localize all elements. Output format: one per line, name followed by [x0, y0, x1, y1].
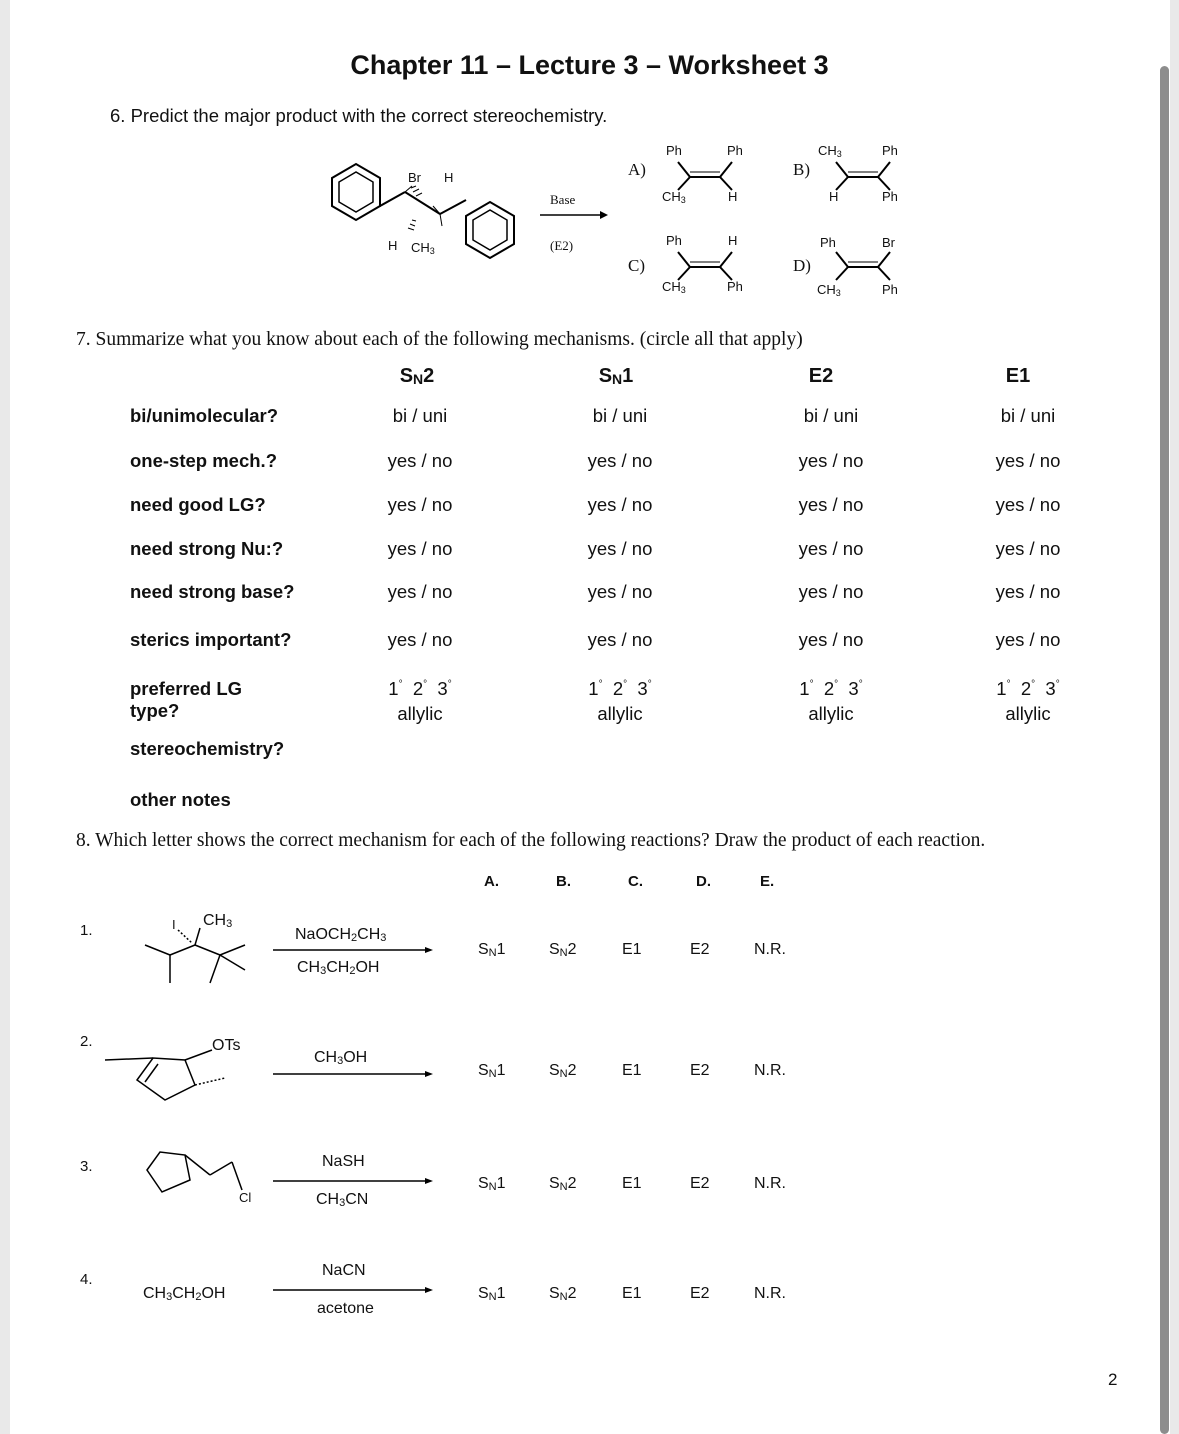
hydrogen-label-top: H [444, 170, 454, 185]
row-label-good-lg: need good LG? [130, 494, 266, 515]
row-label-preferred-lg-line2: type? [130, 700, 180, 721]
cell-sn2-good-lg[interactable]: yes / no [387, 494, 453, 515]
option-a-br: H [728, 189, 738, 204]
reaction-3-choice-sn2[interactable]: $S_N2$ [549, 1175, 577, 1193]
reaction-2-choice-sn1[interactable]: $S_N1$ [478, 1062, 506, 1080]
option-c-tl: Ph [666, 233, 682, 248]
reaction-2-number: 2. [80, 1033, 93, 1050]
cell-sn1-strong-nu[interactable]: yes / no [587, 538, 653, 559]
reaction-1-choice-sn1[interactable]: $S_N1$ [478, 941, 506, 959]
cell-e1-sterics[interactable]: yes / no [995, 629, 1061, 650]
cyclopentene-ring [137, 1058, 195, 1100]
reaction-1-choice-sn2[interactable]: $S_N2$ [549, 941, 577, 959]
cell-sn1-substitution[interactable]: 1° 2° 3° [588, 678, 652, 699]
cell-e1-strong-base[interactable]: yes / no [995, 581, 1061, 602]
reaction-4-choice-nr[interactable]: N.R. [754, 1285, 786, 1302]
cell-sn1-molecularity[interactable]: bi / uni [592, 405, 648, 426]
row-label-one-step: one-step mech.? [130, 450, 277, 471]
reaction-3-choice-sn1[interactable]: $S_N1$ [478, 1175, 506, 1193]
column-header-sn1: $S_N1$ [598, 365, 634, 387]
reaction-4-choice-sn2[interactable]: $S_N2$ [549, 1285, 577, 1303]
reaction-2-leaving-group: OTs [212, 1037, 241, 1054]
option-a-bl: $CH_3$ [662, 189, 686, 205]
row-label-strong-nu: need strong Nu:? [130, 538, 284, 559]
option-a-tr: Ph [727, 143, 743, 158]
cell-sn2-strong-base[interactable]: yes / no [387, 581, 453, 602]
cell-sn1-allylic[interactable]: allylic [597, 703, 643, 724]
hydrogen-label-bottom: H [388, 238, 398, 253]
letter-b: B. [556, 873, 571, 890]
page-title: Chapter 11 – Lecture 3 – Worksheet 3 [350, 50, 829, 80]
cell-sn2-allylic[interactable]: allylic [397, 703, 443, 724]
option-c-bl: $CH_3$ [662, 279, 686, 295]
reaction-4-solvent: acetone [317, 1300, 374, 1317]
cell-e1-substitution[interactable]: 1° 2° 3° [996, 678, 1060, 699]
option-c-tr: H [728, 233, 738, 248]
reaction-3-solvent: $CH_3CN$ [316, 1191, 369, 1209]
reaction-4-reagent: NaCN [322, 1262, 366, 1279]
row-label-sterics: sterics important? [130, 629, 292, 650]
cell-sn1-one-step[interactable]: yes / no [587, 450, 653, 471]
reaction-1-reagent: $NaOCH_2CH_3$ [295, 926, 387, 944]
cell-e2-good-lg[interactable]: yes / no [798, 494, 864, 515]
reaction-1-choice-e2[interactable]: E2 [690, 941, 710, 958]
cell-sn1-strong-base[interactable]: yes / no [587, 581, 653, 602]
letter-c: C. [628, 873, 643, 890]
cell-sn1-sterics[interactable]: yes / no [587, 629, 653, 650]
reaction-4-choice-sn1[interactable]: $S_N1$ [478, 1285, 506, 1303]
cell-sn2-strong-nu[interactable]: yes / no [387, 538, 453, 559]
cell-e1-allylic[interactable]: allylic [1005, 703, 1051, 724]
cell-e2-strong-nu[interactable]: yes / no [798, 538, 864, 559]
cell-e2-one-step[interactable]: yes / no [798, 450, 864, 471]
reaction-2-choice-nr[interactable]: N.R. [754, 1062, 786, 1079]
option-a-letter: A) [628, 160, 646, 179]
reaction-4-choice-e2[interactable]: E2 [690, 1285, 710, 1302]
cell-sn2-one-step[interactable]: yes / no [387, 450, 453, 471]
column-header-sn2: $S_N2$ [399, 365, 435, 387]
cyclopentane-ring [147, 1152, 190, 1192]
letter-d: D. [696, 873, 711, 890]
reaction-2-choice-sn2[interactable]: $S_N2$ [549, 1062, 577, 1080]
reaction-3-chlorine: Cl [239, 1190, 252, 1205]
option-a-tl: Ph [666, 143, 682, 158]
option-c-br: Ph [727, 279, 743, 294]
reaction-1-solvent: $CH_3CH_2OH$ [297, 959, 380, 977]
column-header-e2: E2 [808, 365, 834, 387]
cell-e2-molecularity[interactable]: bi / uni [803, 405, 859, 426]
condition-base: Base [550, 192, 576, 207]
cell-sn2-substitution[interactable]: 1° 2° 3° [388, 678, 452, 699]
hash-bonds [408, 186, 422, 230]
cell-e2-substitution[interactable]: 1° 2° 3° [799, 678, 863, 699]
reaction-4-substrate: $CH_3CH_2OH$ [143, 1285, 226, 1303]
reaction-1-methyl: $CH_3$ [203, 912, 233, 930]
bromine-label: Br [408, 170, 421, 185]
cell-sn1-good-lg[interactable]: yes / no [587, 494, 653, 515]
reaction-4-number: 4. [80, 1271, 93, 1288]
reaction-3-choice-nr[interactable]: N.R. [754, 1175, 786, 1192]
option-d-br: Ph [882, 282, 898, 297]
cell-e2-sterics[interactable]: yes / no [798, 629, 864, 650]
reaction-2-reagent: $CH_3OH$ [314, 1049, 368, 1067]
row-label-strong-base: need strong base? [130, 581, 295, 602]
reaction-2-choice-e1[interactable]: E1 [622, 1062, 642, 1079]
cell-sn2-molecularity[interactable]: bi / uni [392, 405, 448, 426]
question-6-prompt: 6. Predict the major product with the correct stereochemistry. [110, 105, 608, 126]
row-label-preferred-lg-line1: preferred LG [130, 678, 243, 699]
reaction-3-choice-e2[interactable]: E2 [690, 1175, 710, 1192]
condition-e2: (E2) [550, 238, 574, 253]
row-label-molecularity: bi/unimolecular? [130, 405, 279, 426]
option-b-bl: H [829, 189, 839, 204]
row-label-other-notes: other notes [130, 789, 231, 810]
reaction-1-iodo: I [172, 917, 176, 932]
row-label-stereochemistry: stereochemistry? [130, 738, 285, 759]
reaction-3-choice-e1[interactable]: E1 [622, 1175, 642, 1192]
cell-sn2-sterics[interactable]: yes / no [387, 629, 453, 650]
cell-e1-molecularity[interactable]: bi / uni [1000, 405, 1056, 426]
question-8-prompt: 8. Which letter shows the correct mechanism for each of the following reactions? Draw the product of each reaction. [76, 830, 986, 851]
methyl-label: $CH_3$ [411, 240, 435, 256]
option-d-letter: D) [793, 256, 811, 275]
letter-a: A. [484, 873, 499, 890]
reaction-1-choice-e1[interactable]: E1 [622, 941, 642, 958]
cell-e1-good-lg[interactable]: yes / no [995, 494, 1061, 515]
cell-e1-one-step[interactable]: yes / no [995, 450, 1061, 471]
cell-e2-strong-base[interactable]: yes / no [798, 581, 864, 602]
page-number: 2 [1108, 1370, 1118, 1389]
option-c-letter: C) [628, 256, 645, 275]
option-b-br: Ph [882, 189, 898, 204]
column-header-e1: E1 [1005, 365, 1031, 387]
question-7-prompt: 7. Summarize what you know about each of the following mechanisms. (circle all that apply) [76, 329, 803, 350]
reaction-2-choice-e2[interactable]: E2 [690, 1062, 710, 1079]
option-d-bl: $CH_3$ [817, 282, 841, 298]
letter-e: E. [760, 873, 775, 890]
option-d-tl: Ph [820, 235, 836, 250]
reaction-1-number: 1. [80, 922, 93, 939]
reaction-3-reagent: NaSH [322, 1153, 365, 1170]
option-b-tl: $CH_3$ [818, 143, 842, 159]
option-b-tr: Ph [882, 143, 898, 158]
cell-e2-allylic[interactable]: allylic [808, 703, 854, 724]
option-d-tr: Br [882, 235, 895, 250]
reaction-3-number: 3. [80, 1158, 93, 1175]
reaction-4-choice-e1[interactable]: E1 [622, 1285, 642, 1302]
cell-e1-strong-nu[interactable]: yes / no [995, 538, 1061, 559]
reaction-1-choice-nr[interactable]: N.R. [754, 941, 786, 958]
option-b-letter: B) [793, 160, 810, 179]
